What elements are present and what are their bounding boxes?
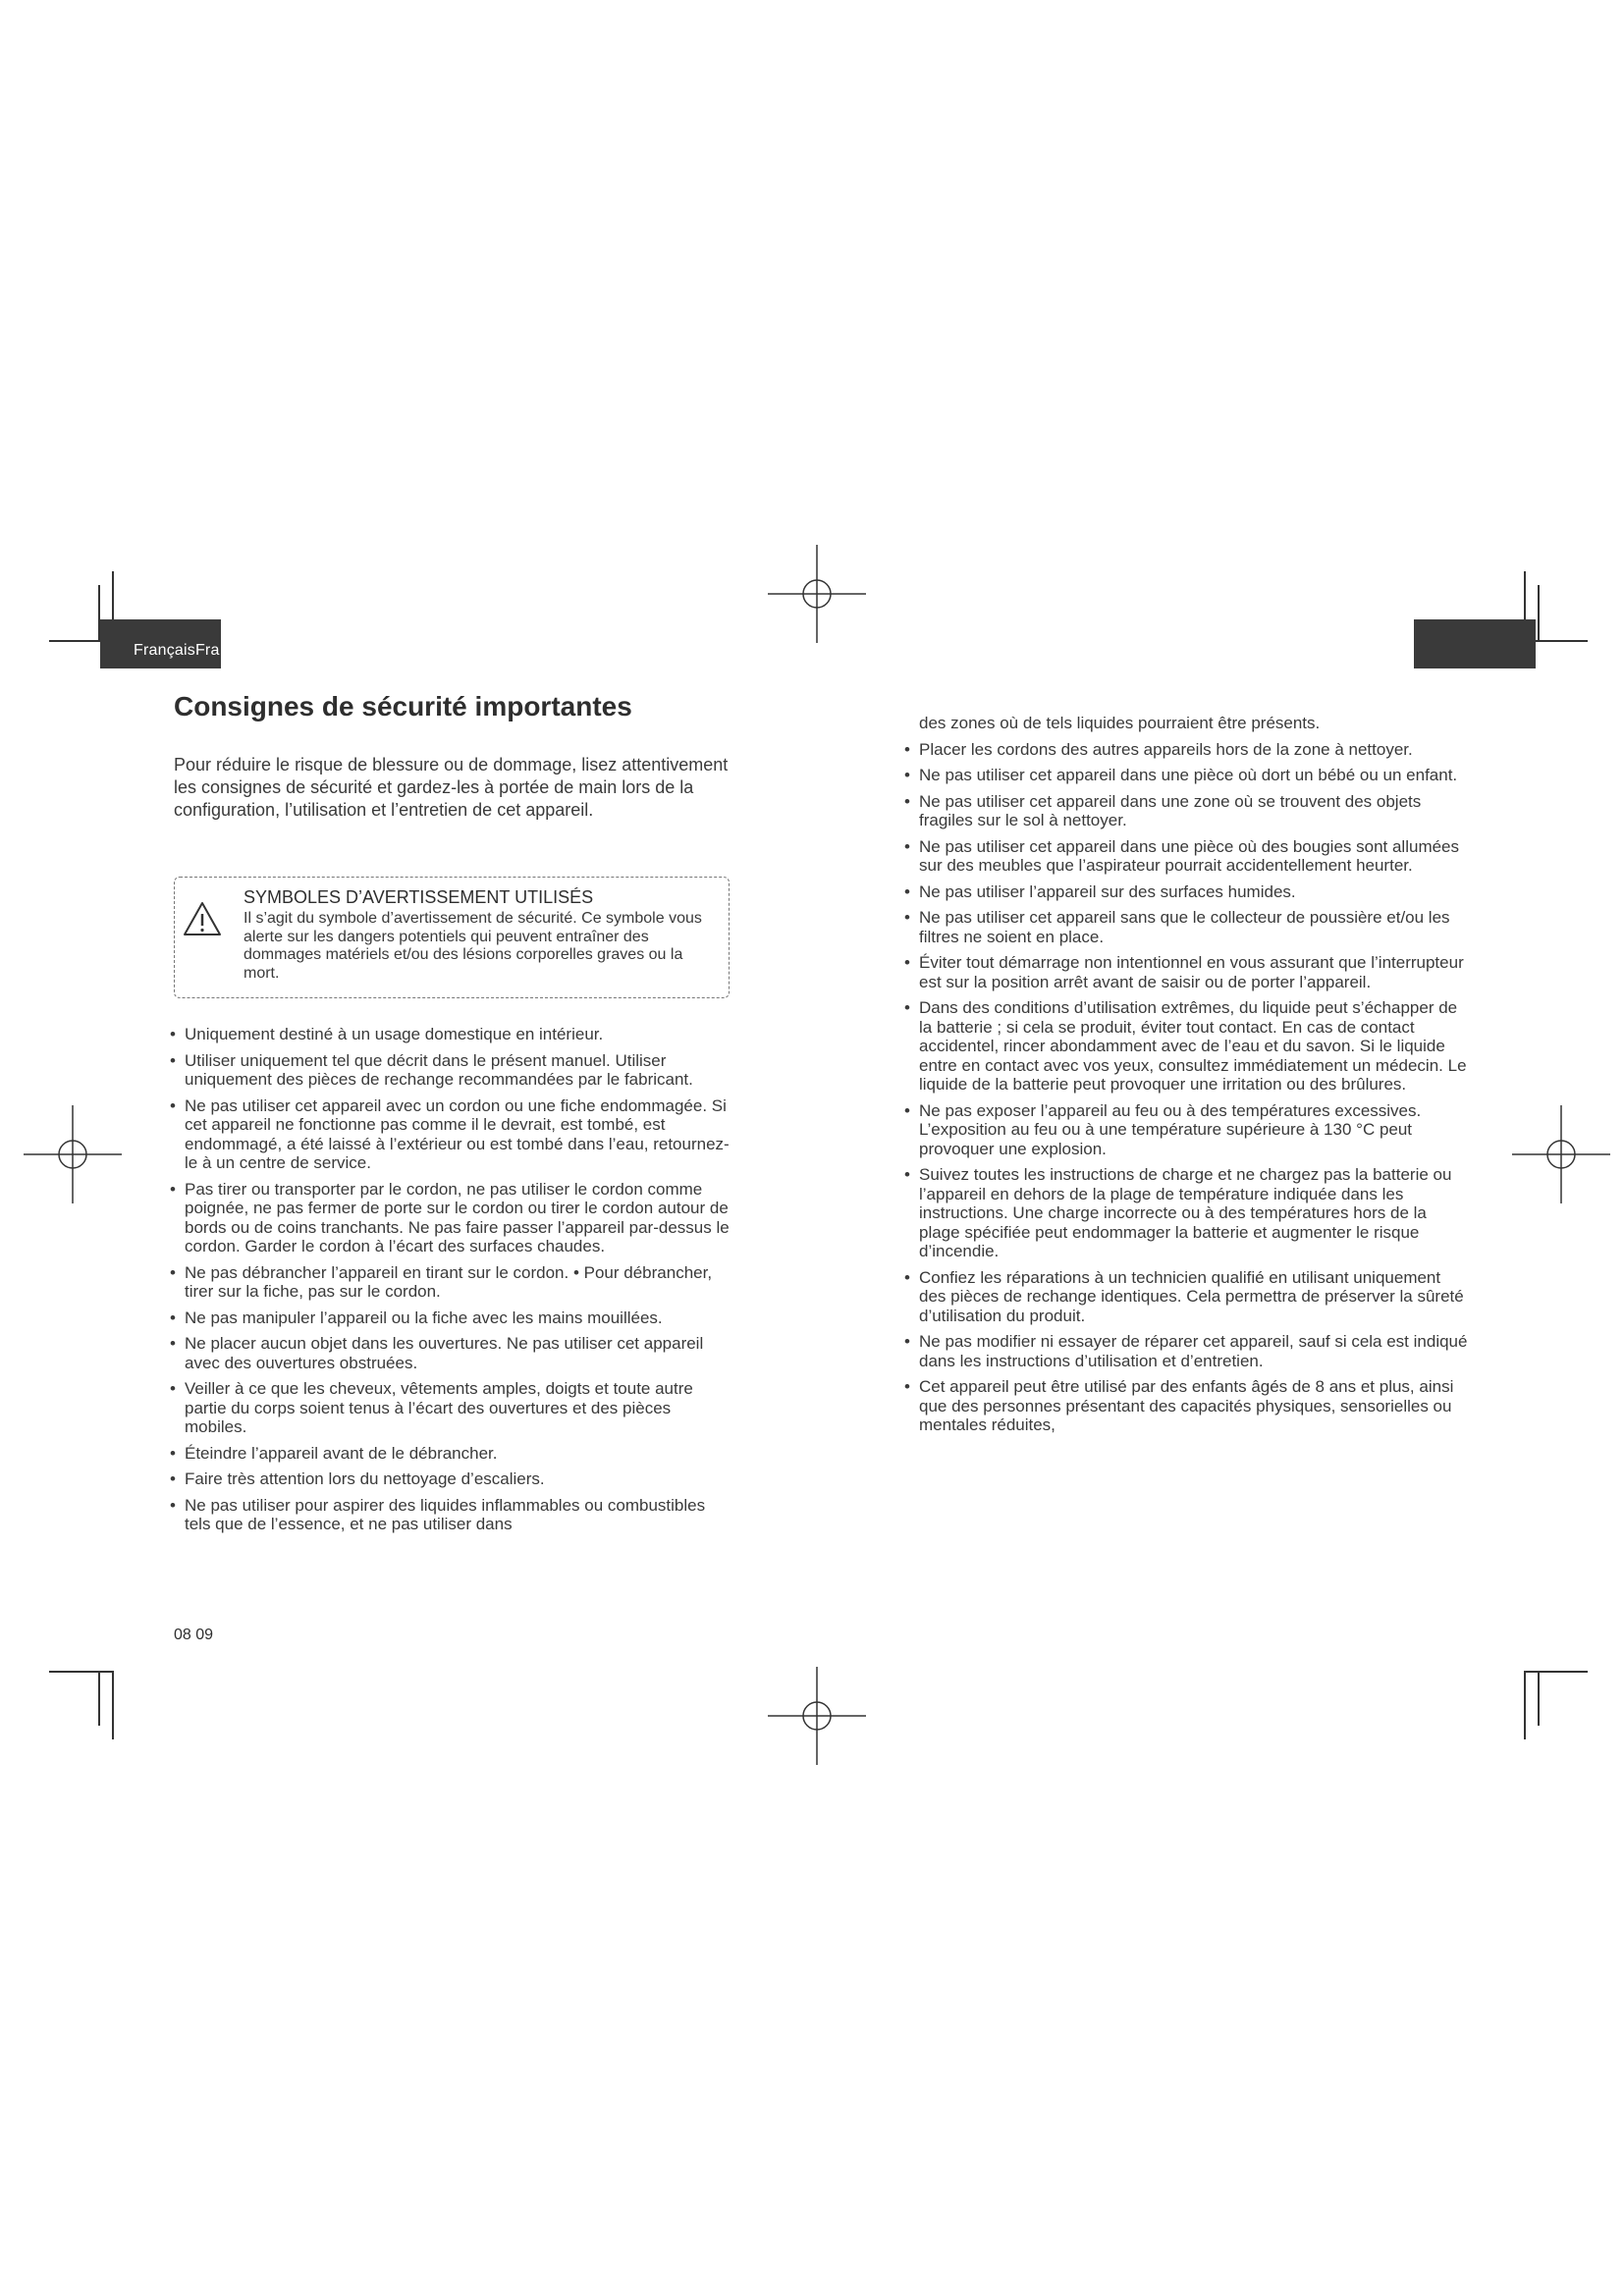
list-item: • Veiller à ce que les cheveux, vêtements amples, doigts et toute autre partie du corps soient tenus à l’écart des ouvertures et des pièces mobiles. bbox=[169, 1379, 733, 1437]
list-item: • Suivez toutes les instructions de charge et ne chargez pas la batterie ou l’appareil en dehors de la plage de température indiquée dans les instructions. Une charge incorrecte ou à des températures hors de la plage spécifiée peut endommager la batterie et augmenter le risque d’incendie. bbox=[903, 1165, 1468, 1261]
list-item: • Ne pas utiliser l’appareil sur des surfaces humides. bbox=[903, 882, 1468, 902]
crop-mark bbox=[1538, 1671, 1540, 1726]
list-item: • Ne pas utiliser cet appareil dans une pièce où des bougies sont allumées sur des meubles que l’aspirateur pourrait accidentellement heurter. bbox=[903, 837, 1468, 876]
list-item: • Confiez les réparations à un technicien qualifié en utilisant uniquement des pièces de rechange identiques. Cela permettra de préserver la sûreté d’utilisation du produit. bbox=[903, 1268, 1468, 1326]
list-item: • Ne pas utiliser cet appareil sans que le collecteur de poussière et/ou les filtres ne soient en place. bbox=[903, 908, 1468, 946]
list-item: • Ne pas utiliser cet appareil dans une pièce où dort un bébé ou un enfant. bbox=[903, 766, 1468, 785]
list-item: • Ne placer aucun objet dans les ouvertures. Ne pas utiliser cet appareil avec des ouvertures obstruées. bbox=[169, 1334, 733, 1372]
registration-mark-icon bbox=[24, 1105, 122, 1203]
list-item: • Utiliser uniquement tel que décrit dans le présent manuel. Utiliser uniquement des pièces de rechange recommandées par le fabricant. bbox=[169, 1051, 733, 1090]
page-numbers: 08 09 bbox=[174, 1627, 214, 1643]
list-item: • Ne pas débrancher l’appareil en tirant sur le cordon. • Pour débrancher, tirer sur la fiche, pas sur le cordon. bbox=[169, 1263, 733, 1302]
registration-mark-icon bbox=[1512, 1105, 1610, 1203]
language-tab-label: FrançaisFra bbox=[134, 642, 220, 659]
list-item: • Pas tirer ou transporter par le cordon, ne pas utiliser le cordon comme poignée, ne pas fermer de porte sur le cordon ou tirer le cordon autour de bords ou de coins tranchants. Ne pas faire passer l’appareil par-dessus le cordon. Garder le cordon à l’écart des surfaces chaudes. bbox=[169, 1180, 733, 1256]
page-tab bbox=[1414, 619, 1536, 668]
language-tab bbox=[100, 619, 221, 668]
list-item: • Cet appareil peut être utilisé par des enfants âgés de 8 ans et plus, ainsi que des personnes présentant des capacités physiques, sensorielles ou mentales réduites, bbox=[903, 1377, 1468, 1435]
safety-list-right bbox=[903, 714, 1468, 1442]
list-item: • Ne pas modifier ni essayer de réparer cet appareil, sauf si cela est indiqué dans les instructions d’utilisation et d’entretien. bbox=[903, 1332, 1468, 1370]
list-item: • Placer les cordons des autres appareils hors de la zone à nettoyer. bbox=[903, 740, 1468, 760]
list-item: • Dans des conditions d’utilisation extrêmes, du liquide peut s’échapper de la batterie ; si cela se produit, éviter tout contact. En cas de contact accidentel, rincer abondamment avec de l’eau et du savon. Si le liquide entre en contact avec vos yeux, consultez immédiatement un médecin. Le liquide de la batterie peut provoquer une irritation ou des brûlures. bbox=[903, 998, 1468, 1095]
list-item: • Ne pas utiliser pour aspirer des liquides inflammables ou combustibles tels que de l’essence, et ne pas utiliser dans bbox=[169, 1496, 733, 1534]
list-item: • Ne pas utiliser cet appareil dans une zone où se trouvent des objets fragiles sur le sol à nettoyer. bbox=[903, 792, 1468, 830]
warning-heading: SYMBOLES D’AVERTISSEMENT UTILISÉS bbox=[244, 887, 594, 907]
list-item: • Ne pas utiliser cet appareil avec un cordon ou une fiche endommagée. Si cet appareil ne fonctionne pas comme il le devrait, est tombé, est endommagé, a été laissé à l’extérieur ou est tombé dans l’eau, retournez-le à un centre de service. bbox=[169, 1096, 733, 1173]
list-item: • Éviter tout démarrage non intentionnel en vous assurant que l’interrupteur est sur la position arrêt avant de saisir ou de porter l’appareil. bbox=[903, 953, 1468, 991]
list-item-continuation: des zones où de tels liquides pourraient être présents. bbox=[919, 714, 1321, 732]
list-item: • Ne pas exposer l’appareil au feu ou à des températures excessives. L’exposition au feu ou à une température supérieure à 130 °C peut provoquer une explosion. bbox=[903, 1101, 1468, 1159]
warning-text: Il s’agit du symbole d’avertissement de sécurité. Ce symbole vous alerte sur les dangers potentiels qui peuvent entraîner des dommages matériels et/ou des lésions corporelles graves ou la mort. bbox=[244, 910, 702, 982]
list-item: • Ne pas manipuler l’appareil ou la fiche avec les mains mouillées. bbox=[169, 1308, 733, 1328]
crop-mark bbox=[1524, 1671, 1588, 1673]
registration-mark-icon bbox=[768, 545, 866, 643]
page-title: Consignes de sécurité importantes bbox=[174, 691, 632, 721]
warning-triangle-icon bbox=[183, 901, 222, 936]
crop-mark bbox=[1524, 1671, 1526, 1739]
safety-list-left bbox=[169, 1025, 733, 1541]
registration-mark-icon bbox=[768, 1667, 866, 1765]
crop-mark bbox=[112, 1671, 114, 1739]
crop-mark bbox=[98, 1671, 100, 1726]
list-item: • Éteindre l’appareil avant de le débrancher. bbox=[169, 1444, 733, 1464]
list-item: • Faire très attention lors du nettoyage d’escaliers. bbox=[169, 1469, 733, 1489]
crop-mark bbox=[49, 1671, 113, 1673]
list-item: • Uniquement destiné à un usage domestique en intérieur. bbox=[169, 1025, 733, 1044]
intro-paragraph: Pour réduire le risque de blessure ou de dommage, lisez attentivement les consignes de sécurité et gardez-les à portée de main lors de la configuration, l’utilisation et l’entretien de cet appareil. bbox=[174, 755, 729, 820]
warning-symbols-box bbox=[174, 877, 730, 998]
crop-mark bbox=[1538, 585, 1540, 640]
